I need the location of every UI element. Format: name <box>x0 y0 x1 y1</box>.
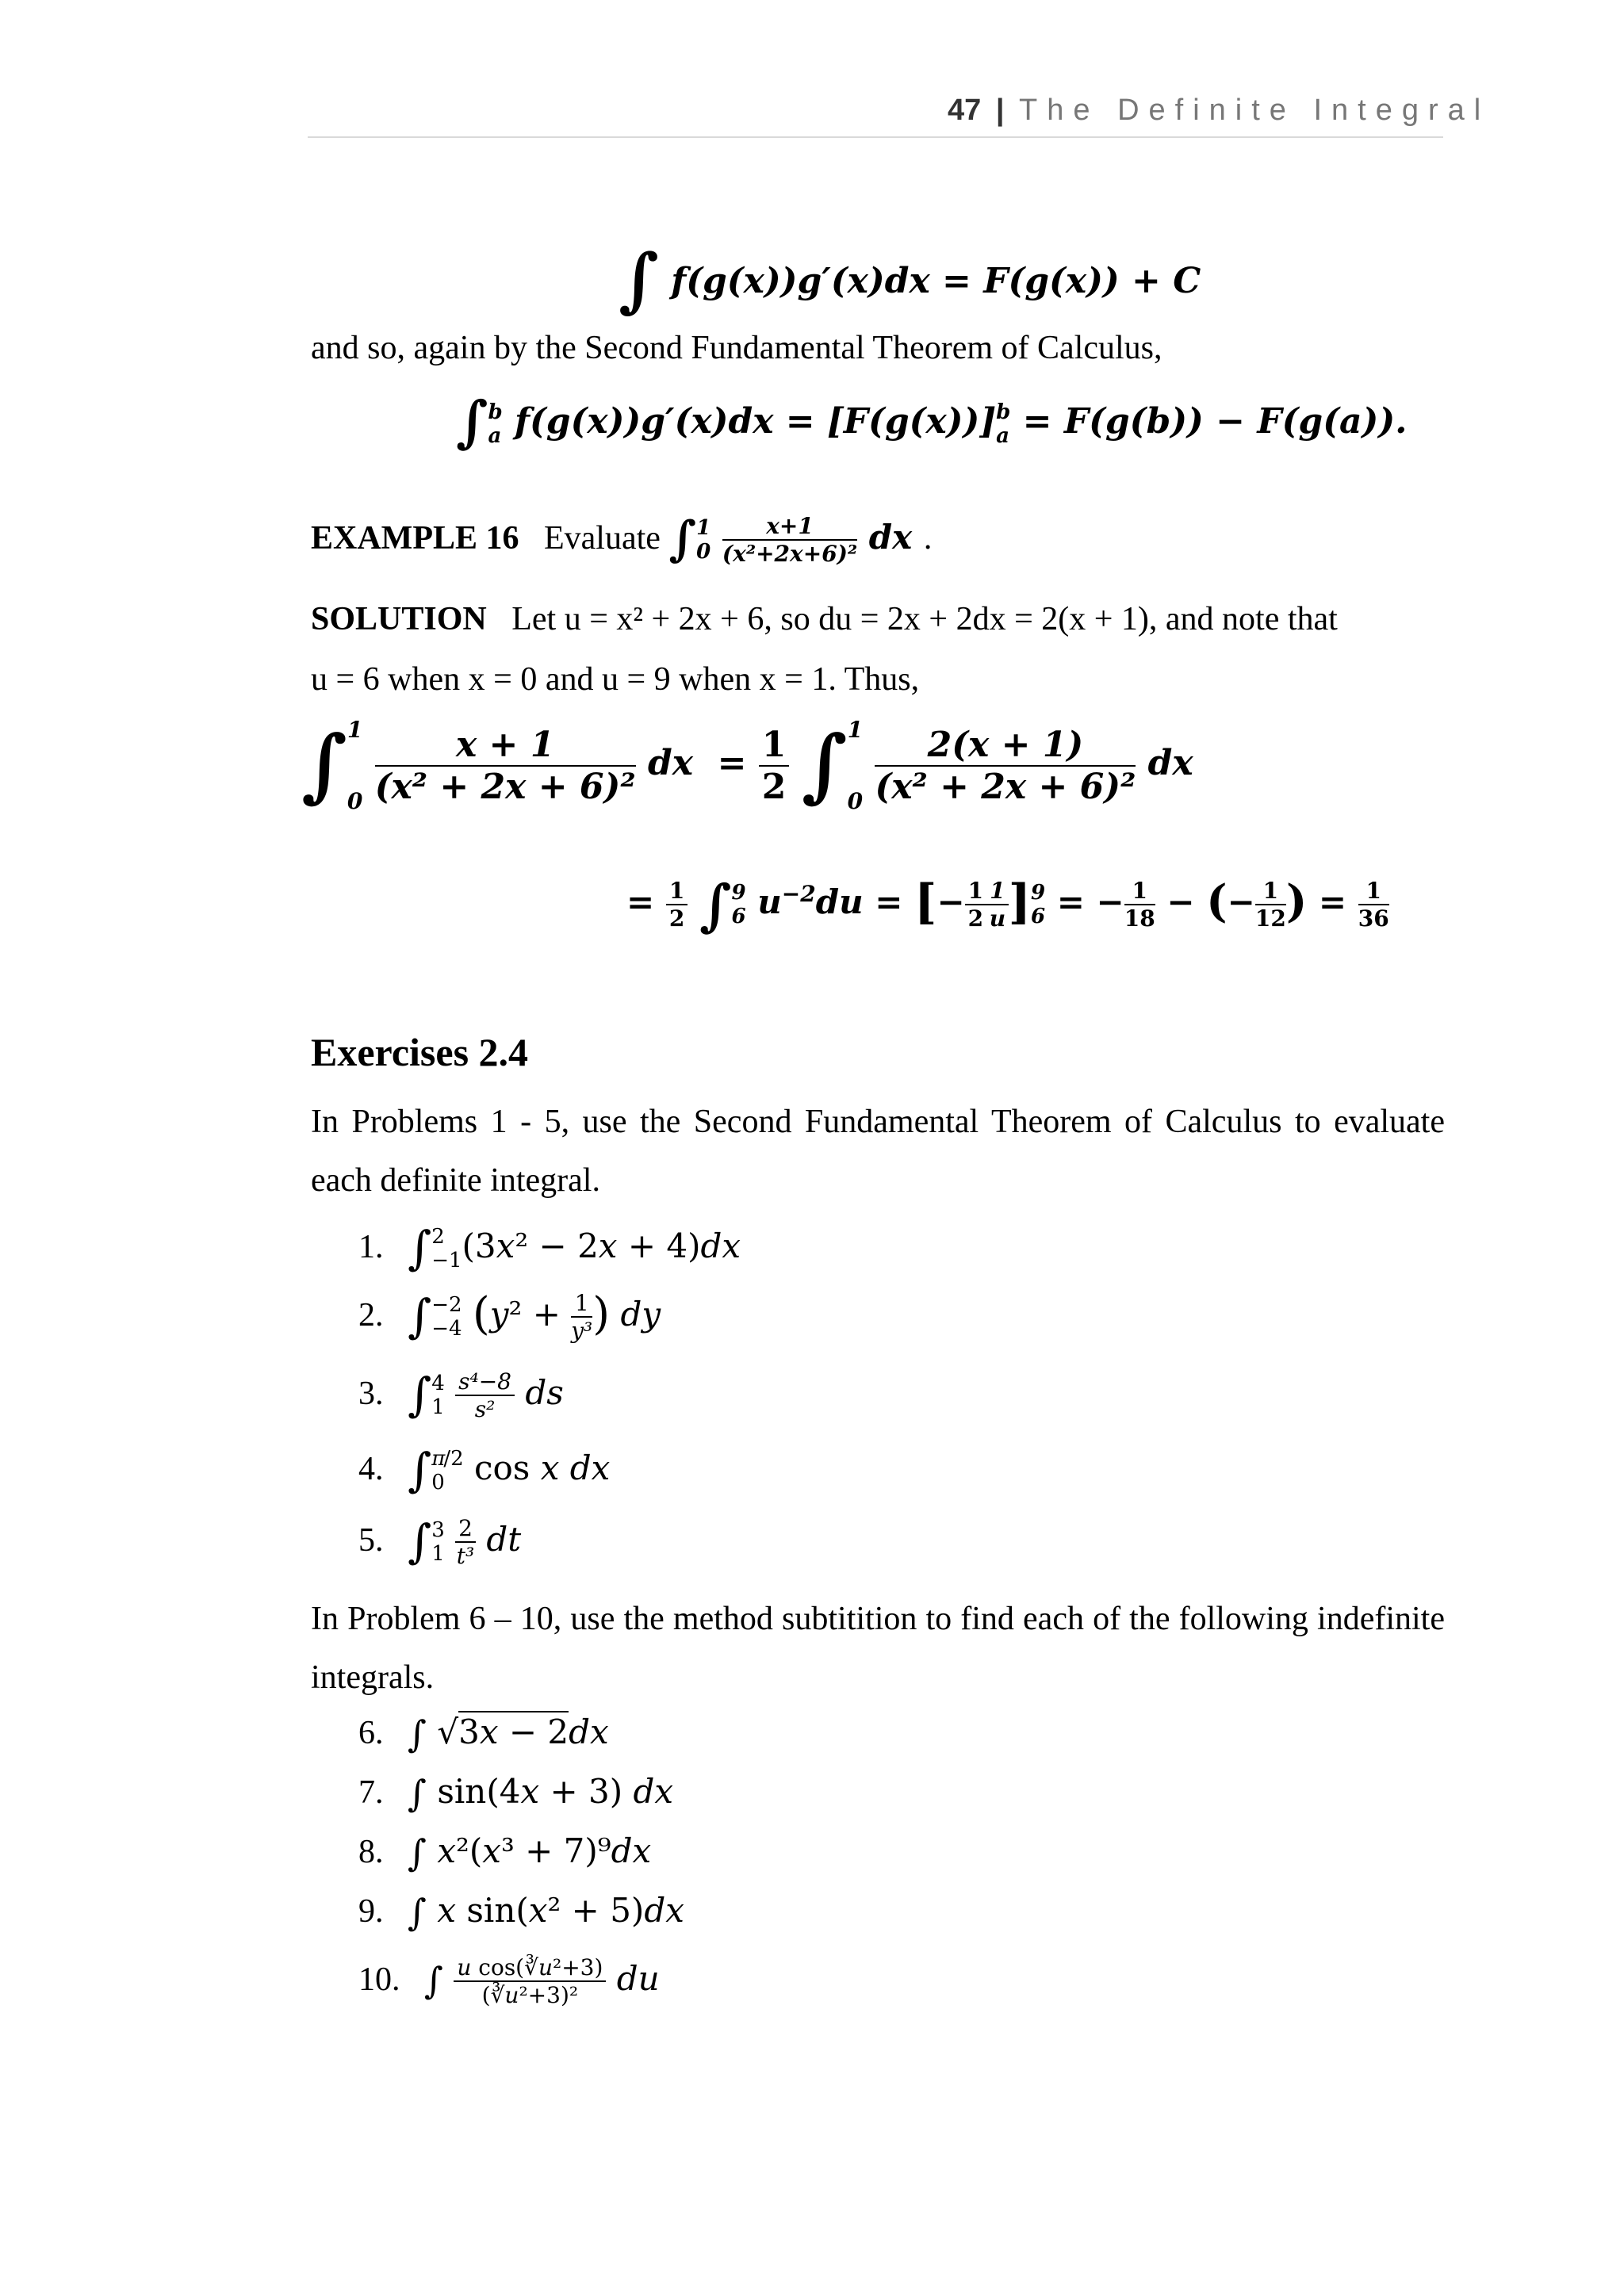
exercises-title: Exercises 2.4 <box>311 1030 529 1074</box>
exercises-intro-2: In Problem 6 – 10, use the method subtitition to find each of the following indefinite integrals. <box>311 1601 1445 1696</box>
problem-8: 8. ∫ x²(x³ + 7)⁹dx <box>358 1831 652 1874</box>
problem-number: 6. <box>358 1715 384 1751</box>
solution-text: Let u = x² + 2x + 6, so du = 2x + 2dx = 2(x + 1), and note that <box>511 601 1338 637</box>
solution-equation-1: ∫ 1 0 $\frac{x + 1}{\text{(x² + 2x + 6)²}}$ dx = $\frac{1}{2}$ ∫ 1 0 $\frac{2(x + 1)}{\text{(x² + 2x + 6)²}}$ dx <box>301 716 1193 814</box>
substitution-rule-equation: ∫ f(g(x))g′(x)dx = F(g(x)) + C <box>619 238 1201 320</box>
problem-3: 3. ∫ 4 1 $\frac{\text{s⁴−8}}{\text{s²}}$ ds <box>358 1368 564 1422</box>
problem-1: 1. ∫ 2 −1 (3x² − 2x + 4)dx <box>358 1221 741 1275</box>
exercises-intro-1: In Problems 1 - 5, use the Second Fundamental Theorem of Calculus to evaluate each definite integral. <box>311 1104 1445 1199</box>
example-label: EXAMPLE 16 <box>311 520 519 557</box>
solution-equation-2: = $\frac{1}{2}$ ∫ 9 6 $u^{-2}du$ = [− $\frac{1}{2}$ $\frac{1}{u}$ ] 9 6 = − $\frac{1}{18}$ − (− $\frac{1}{12}$ ) = $\frac{1}{36}$ <box>626 872 1389 938</box>
problem-number: 3. <box>358 1376 384 1412</box>
solution-label: SOLUTION <box>311 601 487 637</box>
problem-number: 2. <box>358 1297 384 1334</box>
solution-line-1 <box>311 596 1445 642</box>
example-16-statement: EXAMPLE 16 Evaluate ∫ 1 0 $\frac{x+1}{\text{(x²+2x+6)²}}$ dx . <box>311 511 933 567</box>
header-separator: | <box>995 94 1005 127</box>
problem-2: 2. ∫ −2 −4 (y² + $\frac{1}{\text{y³}}$ ) dy <box>358 1288 661 1344</box>
problem-7: 7. ∫ sin(4x + 3) dx <box>358 1772 674 1815</box>
intro-paragraph: and so, again by the Second Fundamental Theorem of Calculus, <box>311 330 1162 366</box>
page-number: 47 <box>948 94 982 127</box>
problem-4: 4. ∫ π 0 /2 cos x dx <box>358 1443 611 1497</box>
example-integral: ∫ 1 0 $\frac{x+1}{\text{(x²+2x+6)²}}$ dx <box>668 511 924 567</box>
evaluate-word: Evaluate <box>544 520 661 557</box>
problem-5: 5. ∫ 3 1 $\frac{2}{\text{t³}}$ dt <box>358 1514 522 1569</box>
problem-10: 10. ∫ $\frac{\text{u cos(∛u²+3)}}{\text{(∛u²+3)²}}$ du <box>358 1954 660 2008</box>
problem-number: 8. <box>358 1834 384 1870</box>
problem-number: 4. <box>358 1451 384 1487</box>
chapter-title: The Definite Integral <box>1019 94 1491 127</box>
header-rule <box>308 136 1443 138</box>
problem-9: 9. ∫ x sin(x² + 5)dx <box>358 1891 684 1934</box>
definite-substitution-equation: ∫ b a f(g(x))g′(x)dx = [F(g(x))] b a = F(g(b)) − F(g(a)). <box>456 388 1408 454</box>
problem-number: 7. <box>358 1774 384 1811</box>
problem-6: 6. ∫ √3x − 2dx <box>358 1712 609 1755</box>
problem-number: 9. <box>358 1893 384 1930</box>
problem-number: 10. <box>358 1961 400 1998</box>
solution-line-2: u = 6 when x = 0 and u = 9 when x = 1. Thus, <box>311 661 920 698</box>
page-header <box>948 94 1491 141</box>
problem-number: 1. <box>358 1229 384 1265</box>
problem-number: 5. <box>358 1522 384 1559</box>
